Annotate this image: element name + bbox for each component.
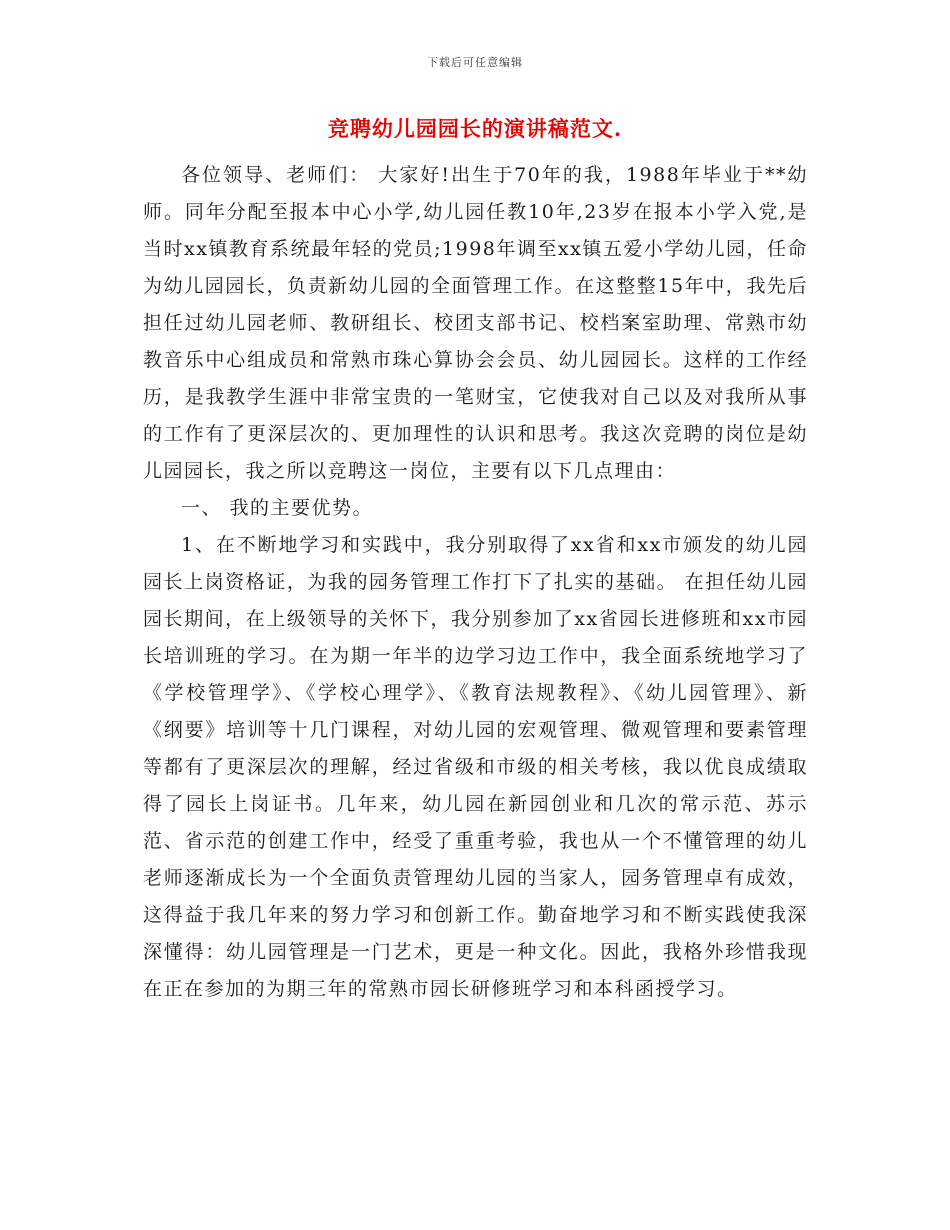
paragraph-advantage-1: 1、在不断地学习和实践中，我分别取得了xx省和xx市颁发的幼儿园园长上岗资格证，为我的园务管理工作打下了扎实的基础。 在担任幼儿园园长期间，在上级领导的关怀下，我分别参加了xx省园长进修班和xx市园长培训班的学习。在为期一年半的边学习边工作中，我全面系统地学习了《学校管理学》、《学校心理学》、《教育法规教程》、《幼儿园管理》、新《纲要》培训等十几门课程，对幼儿园的宏观管理、微观管理和要素管理等都有了更深层次的理解，经过省级和市级的相关考核，我以优良成绩取得了园长上岗证书。几年来，幼儿园在新园创业和几次的常示范、苏示范、省示范的创建工作中，经受了重重考验，我也从一个不懂管理的幼儿老师逐渐成长为一个全面负责管理幼儿园的当家人，园务管理卓有成效，这得益于我几年来的努力学习和创新工作。勤奋地学习和不断实践使我深深懂得：幼儿园管理是一门艺术，更是一种文化。因此，我格外珍惜我现在正在参加的为期三年的常熟市园长研修班学习和本科函授学习。: [143, 534, 808, 1000]
section-heading-advantages: 一、 我的主要优势。: [181, 497, 374, 519]
paragraph-intro: 各位领导、老师们： 大家好!出生于70年的我，1988年毕业于**幼师。同年分配至报本中心小学,幼儿园任教10年,23岁在报本小学入党,是当时xx镇教育系统最年轻的党员;1998年调至xx镇五爱小学幼儿园，任命为幼儿园园长，负责新幼儿园的全面管理工作。在这整整15年中，我先后担任过幼儿园老师、教研组长、校团支部书记、校档案室助理、常熟市幼教音乐中心组成员和常熟市珠心算协会会员、幼儿园园长。这样的工作经历，是我教学生涯中非常宝贵的一笔财宝，它使我对自己以及对我所从事的工作有了更深层次的、更加理性的认识和思考。我这次竞聘的岗位是幼儿园园长，我之所以竞聘这一岗位，主要有以下几点理由：: [143, 164, 808, 482]
document-body: [143, 157, 808, 1008]
page-header-note: 下载后可任意编辑: [427, 56, 523, 69]
document-title: 竞聘幼儿园园长的演讲稿范文.: [327, 116, 623, 141]
